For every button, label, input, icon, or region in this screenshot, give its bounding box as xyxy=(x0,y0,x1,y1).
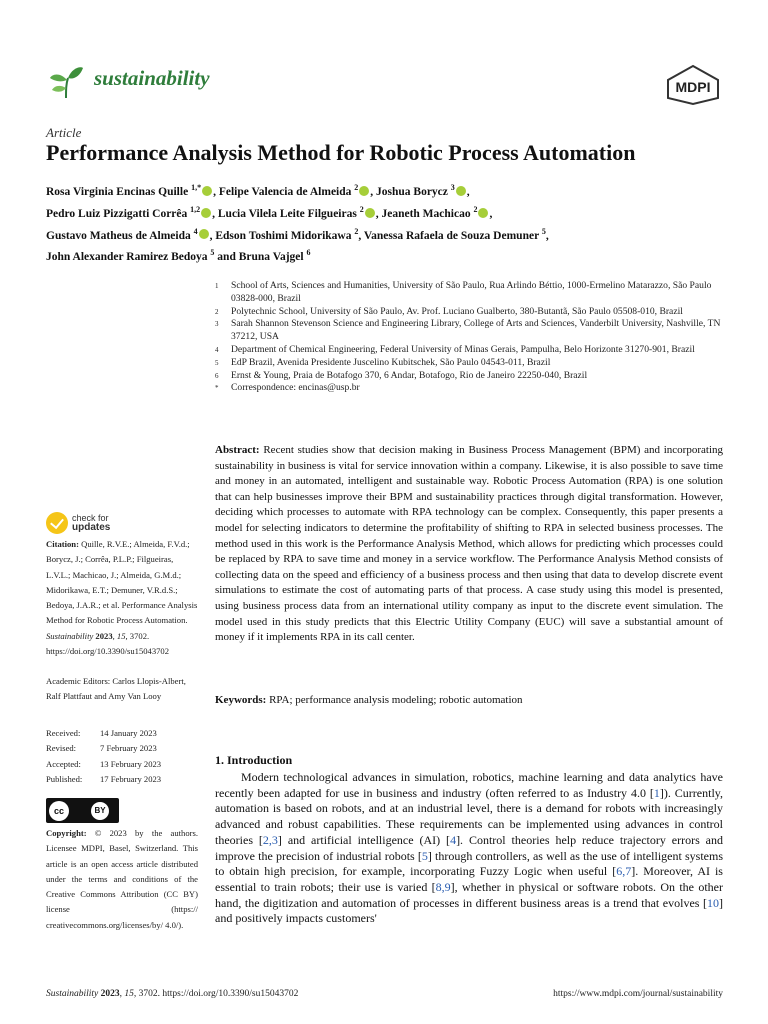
author-name: Edson Toshimi Midorikawa xyxy=(215,229,352,242)
author-name: Joshua Borycz xyxy=(376,185,448,198)
copyright xyxy=(46,826,198,933)
author-affil: 2 xyxy=(473,204,478,214)
paper-title: Performance Analysis Method for Robotic Process Automation xyxy=(46,140,636,165)
reference-link[interactable]: 4 xyxy=(450,832,457,847)
author-affil: 6 xyxy=(306,248,311,258)
orcid-icon[interactable] xyxy=(201,208,211,218)
author-name: John Alexander Ramirez Bedoya xyxy=(46,251,208,264)
cc-icon: cc xyxy=(49,801,69,821)
cc-by-license-badge[interactable] xyxy=(46,798,119,823)
article-type: Article xyxy=(46,125,82,140)
author-name: Bruna Vajgel xyxy=(238,251,304,264)
orcid-icon[interactable] xyxy=(365,208,375,218)
affiliation-item: * Correspondence: encinas@usp.br xyxy=(215,382,360,394)
copyright-label: Copyright: xyxy=(46,828,87,838)
reference-link[interactable]: 5 xyxy=(421,848,428,863)
citation-journal: Sustainability xyxy=(46,630,94,641)
section-heading: 1. Introduction xyxy=(215,753,293,767)
author-affil: 4 xyxy=(193,226,198,236)
date-row: Accepted: 13 February 2023 xyxy=(46,758,162,769)
author-name: Vanessa Rafaela de Souza Demuner xyxy=(363,229,539,242)
author-name: Jeaneth Machicao xyxy=(381,207,471,220)
affiliation-item: 2 Polytechnic School, University of São Paulo, Av. Prof. Luciano Gualberto, 380-Butantã, São Paulo 05508-010, Brazil xyxy=(215,305,683,317)
check-line2: updates xyxy=(72,522,111,533)
date-row: Received: 14 January 2023 xyxy=(46,728,157,738)
orcid-icon[interactable] xyxy=(359,186,369,196)
orcid-icon[interactable] xyxy=(478,208,488,218)
affiliation-item: 3 Sarah Shannon Stevenson Science and Engineering Library, College of Arts and Sciences, Vanderbilt University, Nashville, TN 37212, USA xyxy=(215,318,721,343)
author-affil: 1,* xyxy=(191,183,202,192)
author-name: Pedro Luiz Pizzigatti Corrêa xyxy=(46,207,188,220)
keywords xyxy=(215,694,723,706)
author-list: Rosa Virginia Encinas Quille $^{1,*}$ , Felipe Valencia de Almeida $^2$ , Joshua Borycz $^3$ , Pedro Luiz Pizzigatti Corrêa $^{1,2}$ , Lucia Vilela Leite Filgueiras $^2$ , Jeaneth Machicao $^2$ , Gustavo Matheus de Almeida $^4$ , Edson Toshimi Midorikawa $^2$, Vanessa Rafaela de Souza Demuner $^5$, John Alexander Ramirez Bedoya $^5$ and Bruna Vajgel $^6$ xyxy=(46,183,549,264)
copyright-text: © 2023 by the authors. Licensee MDPI, Basel, Switzerland. This article is an open access article distributed under the terms and conditions of the Creative Commons Attribution (CC BY) license (https:// creativecommons.org/licenses/by/ 4.0/). xyxy=(46,828,198,930)
keywords-label: Keywords: xyxy=(215,694,267,706)
reference-link[interactable]: 2,3 xyxy=(262,832,278,847)
orcid-icon[interactable] xyxy=(199,229,209,239)
check-for-updates-button[interactable] xyxy=(46,512,110,534)
keywords-text: RPA; performance analysis modeling; robotic automation xyxy=(269,694,523,706)
author-name: Gustavo Matheus de Almeida xyxy=(46,229,191,242)
citation-volume: 15 xyxy=(116,630,126,641)
author-name: Lucia Vilela Leite Filgueiras xyxy=(217,207,357,220)
citation-year: 2023 xyxy=(95,630,113,641)
publisher-name: MDPI xyxy=(675,79,711,95)
citation-label: Citation: xyxy=(46,539,79,549)
affiliation-item: 5 EdP Brazil, Avenida Presidente Juscelino Kubitschek, São Paulo 04543-011, Brazil xyxy=(215,356,551,368)
footer-journal-url[interactable]: https://www.mdpi.com/journal/sustainability xyxy=(553,989,723,999)
affiliations xyxy=(215,280,725,395)
by-icon: BY xyxy=(91,802,109,820)
author-affil: 5 xyxy=(541,226,546,236)
mdpi-logo-icon xyxy=(664,64,722,106)
date-row: Published: 17 February 2023 xyxy=(46,773,162,784)
affiliation-item: 4 Department of Chemical Engineering, Federal University of Minas Gerais, Pampulha, Belo Horizonte 31270-901, Brazil xyxy=(215,343,695,355)
intro-paragraph: Modern technological advances in simulation, robotics, machine learning and data analytics have recently been adapted for use in business and industry (often referred to as Industry 4.0 [1]). Currently, automation is based on robots, and at an industrial level, there is a demand for robots with increasingly advanced and robust capabilities. These requirements can be implemented using advances in control theories [2,3] and artificial intelligence (AI) [4]. Control theories help reduce trajectory errors and improve the precision of industrial robots [5] through controllers, as well as the use of intelligent systems to obtain high precision, for example, incorporating Fuzzy Logic when useful [6,7]. Moreover, AI is essential to train robots; their use is varied [8,9], whether in physical or software robots. On the other hand, the digitization and automation of processes in different business areas is a trend that evolves [10] and positively impacts customers' xyxy=(215,770,724,926)
author-name: Felipe Valencia de Almeida xyxy=(218,185,352,198)
reference-link[interactable]: 1 xyxy=(653,785,660,800)
journal-name: sustainability xyxy=(94,66,210,90)
reference-link[interactable]: 8,9 xyxy=(435,879,451,894)
citation-text: Quille, R.V.E.; Almeida, F.V.d.; Borycz, J.; Corrêa, P.L.P.; Filgueiras, L.V.L.; Machicao, J.; Almeida, G.M.d.; Midorikawa, E.T.; Demuner, V.R.d.S.; Bedoya, J.A.R.; et al. Performance Analysis Method for Robotic Process Automation. xyxy=(46,539,198,626)
affiliation-item: 1 School of Arts, Sciences and Humanities, University of São Paulo, Rua Arlindo Béttio, 1000-Ermelino Matarazzo, São Paulo 03828-000, Brazil xyxy=(215,280,712,304)
affiliation-item: 6 Ernst & Young, Praia de Botafogo 370, 6 Andar, Botafogo, Rio de Janeiro 22250-040, Brazil xyxy=(215,369,588,381)
dates xyxy=(46,726,198,787)
author-affil: 3 xyxy=(450,183,455,192)
author-affil: 5 xyxy=(210,248,215,258)
footer-citation: Sustainability 2023, 15, 3702. https://doi.org/10.3390/su15043702 xyxy=(46,989,299,999)
author-affil: 2 xyxy=(354,183,359,192)
citation-doi: , 3702. https://doi.org/10.3390/su15043702 xyxy=(46,630,170,657)
author-affil: 2 xyxy=(359,204,364,214)
academic-editors: Academic Editors: Carlos Llopis-Albert, Ralf Plattfaut and Amy Van Looy xyxy=(46,676,186,702)
citation: Citation: Quille, R.V.E.; Almeida, F.V.d.; Borycz, J.; Corrêa, P.L.P.; Filgueiras, L.V.L.; Machicao, J.; Almeida, G.M.d.; Midorikawa, E.T.; Demuner, V.R.d.S.; Bedoya, J.A.R.; et al. Performance Analysis Method for Robotic Process Automation. Sustainability 2023, 15, 3702. https://doi.org/10.3390/su15043702 xyxy=(46,539,198,657)
author-affil: 2 xyxy=(354,226,359,236)
reference-link[interactable]: 10 xyxy=(707,895,719,910)
orcid-icon[interactable] xyxy=(202,186,212,196)
orcid-icon[interactable] xyxy=(456,186,466,196)
author-name: Rosa Virginia Encinas Quille xyxy=(46,185,189,198)
date-row: Revised: 7 February 2023 xyxy=(46,743,157,754)
journal-logo-icon xyxy=(46,62,86,102)
abstract xyxy=(215,443,723,646)
reference-link[interactable]: 6,7 xyxy=(616,864,632,879)
author-affil: 1,2 xyxy=(190,204,201,214)
abstract-text: Recent studies show that decision making in Business Process Management (BPM) and incorporating sustainability in business is vital for service innovation within a company. Likewise, it is also possible to save time and money in an automated, intelligent and sustainable way. Robotic Process Automation (RPA) is one solution that can help businesses improve their BPM and sustainability practices through digital transformation. However, deciding which processes to automate with RPA technology can be complex. Consequently, this paper presents a model for selecting indicators to determine the profitability of shifting to RPA in selected business processes. The method used in this work is the Performance Analysis Method, which allows for predicting which processes could be replaced by RPA to save time and money in a service workflow. The Performance Analysis Method consists of collecting data on the speed and efficiency of a business process and then using that data to develop discrete event simulations to estimate the cost of automating parts of that process. A case study using this model is presented, using business process data from an international utility company as input to the discrete event simulation. The model used in this study predicts that this Electric Utility Company (EUC) will save a substantial amount of money if it implements RPA in its call center. xyxy=(215,444,724,644)
abstract-label: Abstract: xyxy=(215,444,260,456)
check-line1: check for xyxy=(72,513,109,523)
check-icon xyxy=(46,512,68,534)
